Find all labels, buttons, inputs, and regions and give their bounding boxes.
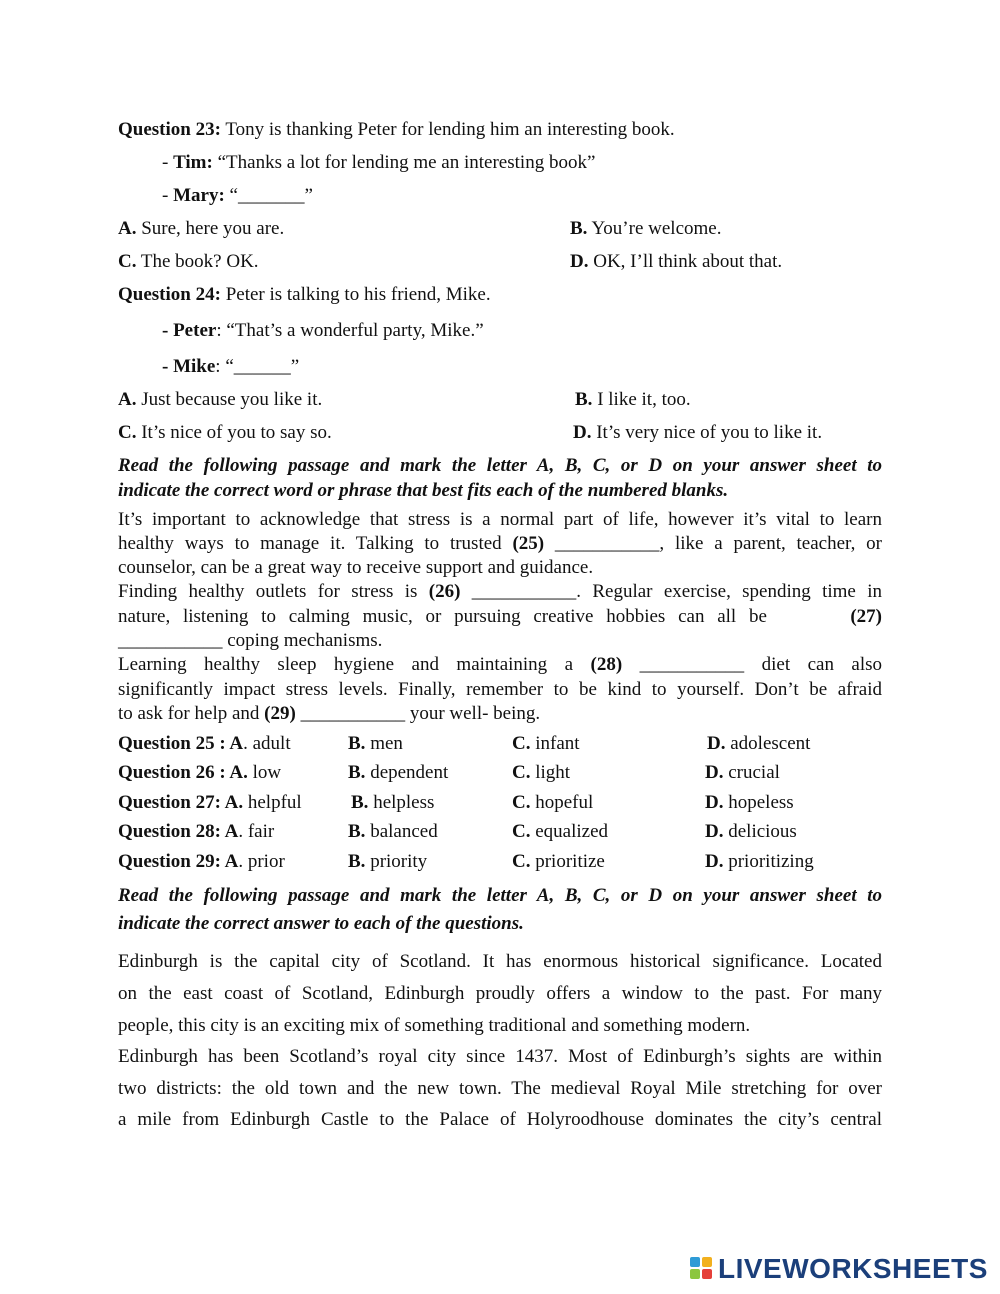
q24-option-d[interactable]: D. It’s very nice of you to like it. <box>573 422 823 443</box>
q23-option-a[interactable]: A. Sure, here you are. <box>118 218 285 239</box>
q24-dialogue-line-2: - Mike: “______” <box>162 356 300 377</box>
passage-1-line-5: nature, listening to calming music, or pursuing creative hobbies can all be (27) <box>118 606 882 627</box>
q24-option-a[interactable]: A. Just because you like it. <box>118 389 323 410</box>
q24-option-c[interactable]: C. It’s nice of you to say so. <box>118 422 332 443</box>
passage-1-line-7: Learning healthy sleep hygiene and maintaining a (28) ___________ diet can also <box>118 654 883 675</box>
passage-1-line-2: healthy ways to manage it. Talking to trusted (25) ___________, like a parent, teacher, or <box>118 533 882 554</box>
q28-option-d[interactable]: D. delicious <box>705 821 797 842</box>
blank-29-number: (29) <box>264 703 296 724</box>
passage-2-line-1: Edinburgh is the capital city of Scotland. It has enormous historical significance. Located <box>118 951 882 972</box>
q29-option-c[interactable]: C. prioritize <box>512 851 605 872</box>
q29-option-d[interactable]: D. prioritizing <box>705 851 814 872</box>
q24-option-b[interactable]: B. I like it, too. <box>575 389 691 410</box>
logo-squares-icon <box>690 1257 714 1281</box>
passage-1-line-8: significantly impact stress levels. Finally, remember to be kind to yourself. Don’t be afraid <box>118 679 882 700</box>
q23-dialogue-line-1: - Tim: “Thanks a lot for lending me an interesting book” <box>162 152 596 173</box>
instruction-1-line-1: Read the following passage and mark the letter A, B, C, or D on your answer sheet to <box>118 455 882 476</box>
passage-2-line-2: on the east coast of Scotland, Edinburgh proudly offers a window to the past. For many <box>118 983 882 1004</box>
passage-2-line-4: Edinburgh has been Scotland’s royal city since 1437. Most of Edinburgh’s sights are within <box>118 1046 882 1067</box>
q23-prompt: Question 23: Tony is thanking Peter for lending him an interesting book. <box>118 119 675 140</box>
q28-option-c[interactable]: C. equalized <box>512 821 609 842</box>
instruction-2-line-1: Read the following passage and mark the letter A, B, C, or D on your answer sheet to <box>118 885 882 906</box>
passage-1-line-3: counselor, can be a great way to receive support and guidance. <box>118 557 594 578</box>
q27-option-c[interactable]: C. hopeful <box>512 792 594 813</box>
passage-1-line-9: to ask for help and (29) ___________ your well- being. <box>118 703 541 724</box>
q24-label: Question 24: <box>118 284 221 305</box>
q24-dialogue-line-1: - Peter: “That’s a wonderful party, Mike.” <box>162 320 484 341</box>
q24-prompt: Question 24: Peter is talking to his friend, Mike. <box>118 284 491 305</box>
q26-option-d[interactable]: D. crucial <box>705 762 780 783</box>
passage-1-line-1: It’s important to acknowledge that stress is a normal part of life, however it’s vital to learn <box>118 509 882 530</box>
q25-option-b[interactable]: B. men <box>348 733 403 754</box>
blank-26-number: (26) <box>428 581 461 602</box>
q28-option-b[interactable]: B. balanced <box>348 821 438 842</box>
q23-option-c[interactable]: C. The book? OK. <box>118 251 259 272</box>
passage-1-line-6: ___________ coping mechanisms. <box>118 630 383 651</box>
cloze-question-29: Question 29: A. prior B. priority C. prioritize D. prioritizing <box>118 851 814 872</box>
q23-dialogue-line-2: - Mary: “_______” <box>162 185 313 206</box>
q25-option-d[interactable]: D. adolescent <box>707 733 811 754</box>
q23-label: Question 23: <box>118 119 221 140</box>
passage-2-line-3: people, this city is an exciting mix of something traditional and something modern. <box>118 1015 751 1036</box>
q23-option-b[interactable]: B. You’re welcome. <box>570 218 722 239</box>
passage-2-line-5: two districts: the old town and the new town. The medieval Royal Mile stretching for over <box>118 1078 882 1099</box>
q27-option-d[interactable]: D. hopeless <box>705 792 794 813</box>
q25-option-c[interactable]: C. infant <box>512 733 580 754</box>
q29-option-b[interactable]: B. priority <box>348 851 428 872</box>
q26-option-b[interactable]: B. dependent <box>348 762 449 783</box>
logo-text: LIVEWORKSHEETS <box>718 1253 988 1284</box>
cloze-question-25: Question 25 : A. adult B. men C. infant D. adolescent <box>118 733 811 754</box>
blank-28-number: (28) <box>590 654 623 675</box>
cloze-question-27: Question 27: A. helpful B. helpless C. hopeful D. hopeless <box>118 792 794 813</box>
q23-option-d[interactable]: D. OK, I’ll think about that. <box>570 251 783 272</box>
cloze-question-28: Question 28: A. fair B. balanced C. equalized D. delicious <box>118 821 797 842</box>
instruction-1-line-2: indicate the correct word or phrase that best fits each of the numbered blanks. <box>118 480 729 501</box>
cloze-question-26: Question 26 : A. low B. dependent C. light D. crucial <box>118 762 780 783</box>
instruction-2-line-2: indicate the correct answer to each of the questions. <box>118 913 524 934</box>
q26-option-c[interactable]: C. light <box>512 762 571 783</box>
passage-2-line-6: a mile from Edinburgh Castle to the Palace of Holyroodhouse dominates the city’s central <box>118 1109 882 1130</box>
liveworksheets-logo <box>690 1253 990 1287</box>
blank-27-number: (27) <box>850 606 882 627</box>
passage-1-line-4: Finding healthy outlets for stress is (26) ___________. Regular exercise, spending time in <box>118 581 882 602</box>
q27-option-b[interactable]: B. helpless <box>351 792 435 813</box>
blank-25-number: (25) <box>512 533 545 554</box>
